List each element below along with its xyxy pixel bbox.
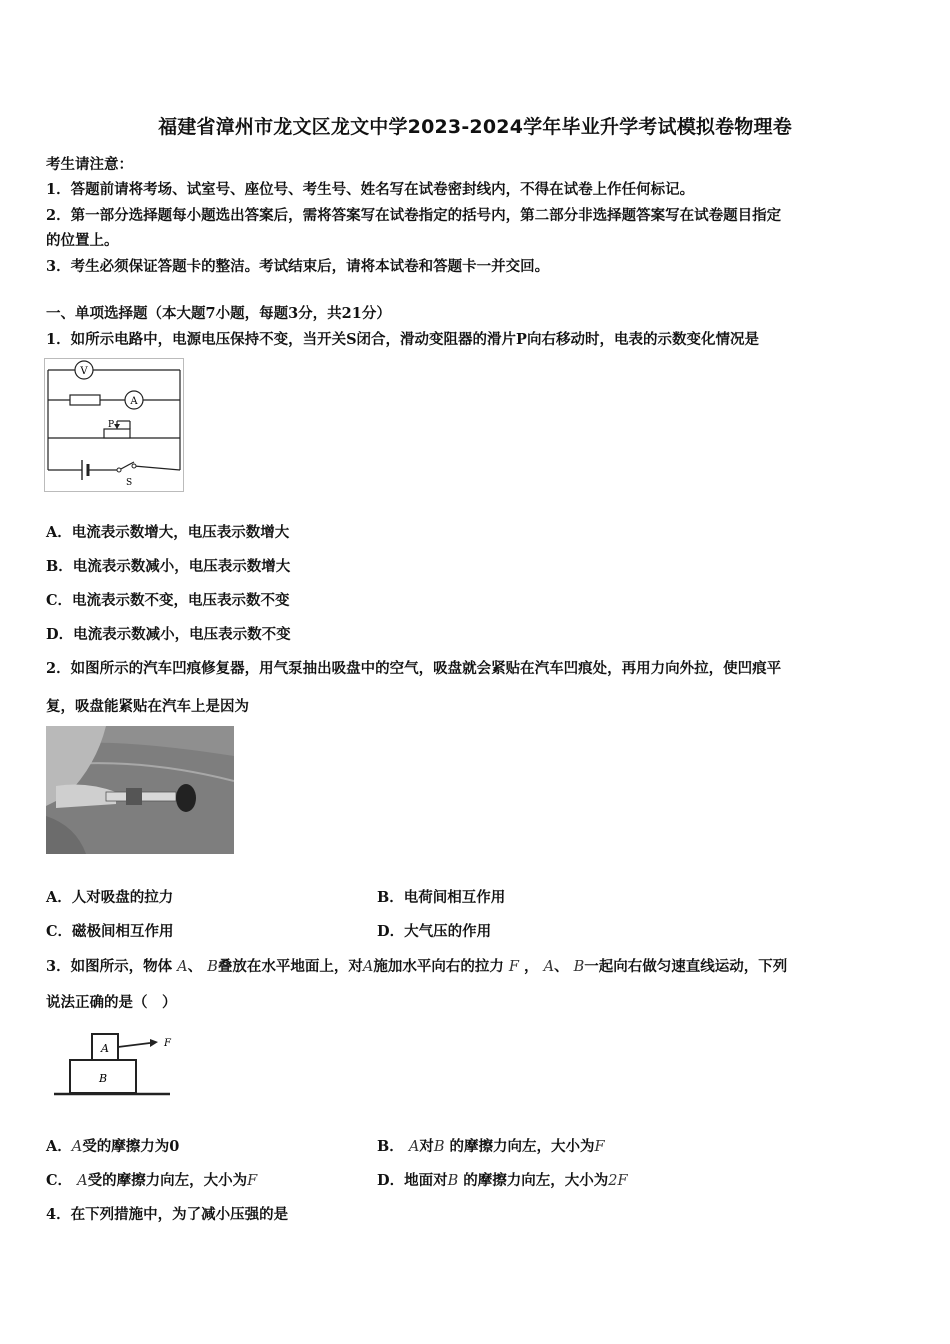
q1-option-d: D．电流表示数减小，电压表示数不变: [46, 626, 291, 643]
q3-option-d: D．地面对B 的摩擦力向左，大小为2F: [377, 1172, 628, 1189]
notice-item-2: 2．第一部分选择题每小题选出答案后，需将答案写在试卷指定的括号内，第二部分非选择题答案写在试卷题目指定: [46, 207, 782, 224]
section-heading: 一、单项选择题（本大题7小题，每题3分，共21分）: [46, 305, 391, 322]
blocks-diagram: [52, 1028, 182, 1102]
dent-repair-photo: [46, 726, 234, 854]
q3-option-b: B． A对B 的摩擦力向左，大小为F: [377, 1138, 605, 1155]
ammeter-label: A: [130, 396, 138, 407]
notice-heading: 考生请注意：: [46, 156, 133, 173]
voltmeter-label: V: [80, 366, 88, 377]
q3-option-c: C． A受的摩擦力向左，大小为F: [46, 1172, 258, 1189]
q2-option-d: D．大气压的作用: [377, 923, 492, 940]
q2-option-a: A．人对吸盘的拉力: [46, 889, 174, 906]
notice-item-3: 3．考生必须保证答题卡的整洁。考试结束后，请将本试卷和答题卡一并交回。: [46, 258, 550, 275]
block-a-label: A: [101, 1042, 109, 1055]
q1-option-b: B．电流表示数减小，电压表示数增大: [46, 558, 291, 575]
question-4-stem: 4．在下列措施中，为了减小压强的是: [46, 1206, 289, 1223]
question-3-stem: 3．如图所示，物体 A、 B叠放在水平地面上，对A施加水平向右的拉力 F ， A、 B一起向右做匀速直线运动，下列: [46, 958, 788, 975]
question-1-stem: 1．如所示电路中，电源电压保持不变，当开关S闭合，滑动变阻器的滑片P向右移动时，电表的示数变化情况是: [46, 331, 759, 348]
question-3-stem-cont: 说法正确的是（ ）: [46, 994, 177, 1011]
block-b-label: B: [98, 1072, 108, 1085]
circuit-diagram: [44, 358, 184, 492]
notice-item-2-cont: 的位置上。: [46, 232, 119, 249]
q2-option-c: C．磁极间相互作用: [46, 923, 174, 940]
q2-option-b: B．电荷间相互作用: [377, 889, 506, 906]
q3-option-a: A．A受的摩擦力为0: [46, 1138, 180, 1155]
switch-label: S: [126, 478, 133, 488]
notice-item-1: 1．答题前请将考场、试室号、座位号、考生号、姓名写在试卷密封线内，不得在试卷上作任何标记。: [46, 181, 695, 198]
q1-option-c: C．电流表示数不变，电压表示数不变: [46, 592, 290, 609]
slider-label: P: [108, 420, 115, 430]
question-2-stem: 2．如图所示的汽车凹痕修复器，用气泵抽出吸盘中的空气，吸盘就会紧贴在汽车凹痕处，再用力向外拉，使凹痕平: [46, 660, 782, 677]
force-label: F: [164, 1038, 171, 1049]
page-title: 福建省漳州市龙文区龙文中学2023-2024学年毕业升学考试模拟卷物理卷: [158, 116, 792, 138]
q1-option-a: A．电流表示数增大，电压表示数增大: [46, 524, 290, 541]
question-2-stem-cont: 复，吸盘能紧贴在汽车上是因为: [46, 698, 249, 715]
